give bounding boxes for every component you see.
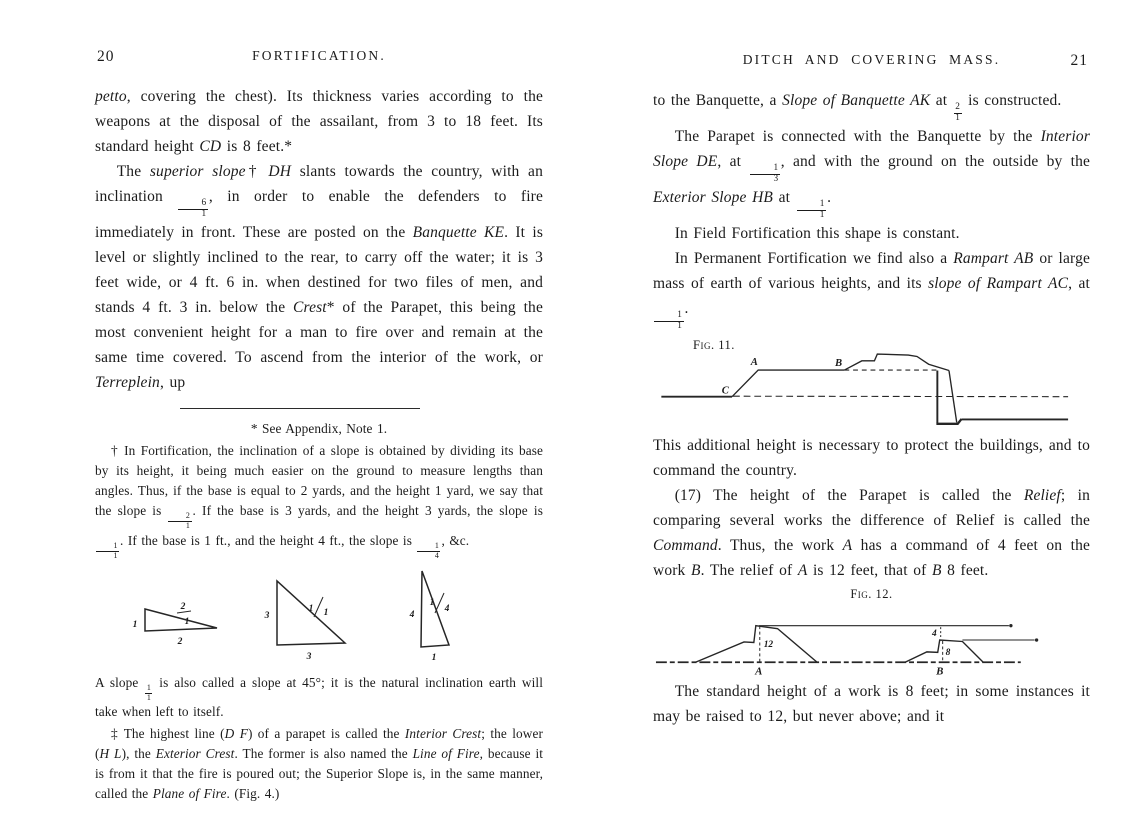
triangle2-base-label: 3 bbox=[306, 651, 312, 662]
triangle3-slope-denominator: 4 bbox=[444, 603, 450, 614]
page-20-header bbox=[95, 48, 543, 70]
fig11-rampart-profile bbox=[653, 341, 1090, 433]
fig12-relief-comparison bbox=[653, 603, 1088, 679]
footnote-rule bbox=[180, 408, 420, 409]
triangle3-base-label: 1 bbox=[431, 652, 437, 663]
paragraph-field-fortification: In Field Fortification this shape is constant. bbox=[674, 225, 960, 243]
triangle3-slope-numerator: 1 bbox=[429, 597, 435, 608]
paragraph-permanent-fortification: In Permanent Fortification we find also a Rampart AB or large mass of earth of various heights, and its slope of Rampart AC, at $\frac{1}{1}$ . bbox=[653, 250, 1090, 332]
triangle1-slope-denominator: 1 bbox=[184, 616, 190, 627]
fig12-caption: Fig. 12. bbox=[850, 587, 893, 602]
triangle1-height-label: 1 bbox=[132, 619, 138, 630]
fig12-relief-b-label: 8 bbox=[945, 647, 951, 658]
page-number-right: 21 bbox=[1070, 52, 1088, 69]
triangle-slope-1-4 bbox=[409, 571, 450, 663]
page-number-left: 20 bbox=[97, 48, 115, 65]
triangle1-base-label: 2 bbox=[177, 636, 183, 647]
fig11-point-c-label: C bbox=[721, 385, 729, 397]
running-head-right: DITCH AND COVERING MASS. bbox=[742, 52, 1001, 67]
footnote-appendix: * See Appendix, Note 1. bbox=[250, 421, 388, 437]
paragraph-petto: petto, covering the chest). Its thickness varies according to the weapons at the disposal of the assailant, from 3 to 18 feet. Its standard height CD is 8 feet.* bbox=[95, 88, 543, 155]
paragraph-standard-height: The standard height of a work is 8 feet; in some instances it may be raised to 12, but never above; and it bbox=[653, 683, 1090, 726]
fig12-work-b-label: B bbox=[936, 665, 944, 678]
paragraph-parapet-connection: The Parapet is connected with the Banquette by the Interior Slope DE, at $\frac{1}{3}$ , and with the ground on the outside by the Exterior Slope HB at $\frac{1}{1}$ . bbox=[653, 128, 1090, 221]
fig11-caption: Fig. 11. bbox=[693, 338, 735, 353]
triangle-slope-1-1 bbox=[264, 581, 345, 662]
paragraph-banquette-slope: to the Banquette, a Slope of Banquette AK at $\frac{2}{1}$ is constructed. bbox=[653, 92, 1062, 124]
fig11-point-a-label: A bbox=[750, 357, 758, 369]
triangle3-height-label: 4 bbox=[409, 609, 415, 620]
running-head-left: FORTIFICATION. bbox=[252, 48, 386, 63]
paragraph-superior-slope: The superior slope† DH slants towards the country, with an inclination $\frac{6}{1}$ , in order to enable the defenders to fire immediately in front. These are posted on the Banquette KE. It is level or slightly inclined to the rear, to carry off the water; it is 3 feet wide, or 4 ft. 6 in. when destined for two files of men, and stands 4 ft. 3 in. below the Crest* of the Parapet, this being the most convenient height for a man to fire over and remain at the same time covered. To ascend from the interior of the work, or Terreplein, up bbox=[95, 163, 544, 392]
page-21 bbox=[653, 52, 1090, 729]
triangle2-slope-denominator: 1 bbox=[323, 607, 329, 618]
page-21-header bbox=[653, 52, 1090, 74]
footnote-slope-definition: † In Fortification, the inclination of a slope is obtained by dividing its base by its height, it being much easier on the ground to measure lengths than angles. Thus, if the base is equal to 2 yards, and the height 1 yard, we say that the slope is $\frac{2}{1}$ . If the base is 3 yards, and the height 3 yards, the slope is $\frac{1}{1}$ . If the base is 1 ft., and the height 4 ft., the slope is $\frac{1}{4}$ , &c. bbox=[95, 443, 543, 561]
triangle-slope-2-1 bbox=[133, 602, 217, 647]
footnote-slope-45: A slope $\frac{1}{1}$ is also called a slope at 45°; it is the natural inclination earth will take when left to itself. bbox=[95, 674, 543, 720]
fig12-relief-a-label: 12 bbox=[763, 640, 774, 651]
paragraph-relief-command: (17) The height of the Parapet is called the Relief; in comparing several works the difference of Relief is called the Command. Thus, the work A has a command of 4 feet on the work B. The relief of A is 12 feet, that of B 8 feet. bbox=[653, 487, 1090, 580]
triangle2-height-label: 3 bbox=[264, 610, 270, 621]
triangle1-slope-numerator: 2 bbox=[180, 601, 186, 612]
triangle2-slope-numerator: 1 bbox=[308, 603, 314, 614]
paragraph-additional-height: This additional height is necessary to protect the buildings, and to command the country. bbox=[653, 437, 1090, 480]
slope-triangles-figure bbox=[95, 565, 543, 671]
fig12-command-label: 4 bbox=[932, 629, 937, 640]
fig12-work-a-label: A bbox=[755, 665, 763, 678]
page-20 bbox=[95, 48, 543, 804]
footnote-crest: ‡ The highest line (D F) of a parapet is called the Interior Crest; the lower (H L), the Exterior Crest. The former is also named the Line of Fire, because it is from it that the fire is poured out; the Superior Slope is, in the same manner, called the Plane of Fire. (Fig. 4.) bbox=[95, 726, 544, 802]
fig11-point-b-label: B bbox=[835, 358, 843, 370]
